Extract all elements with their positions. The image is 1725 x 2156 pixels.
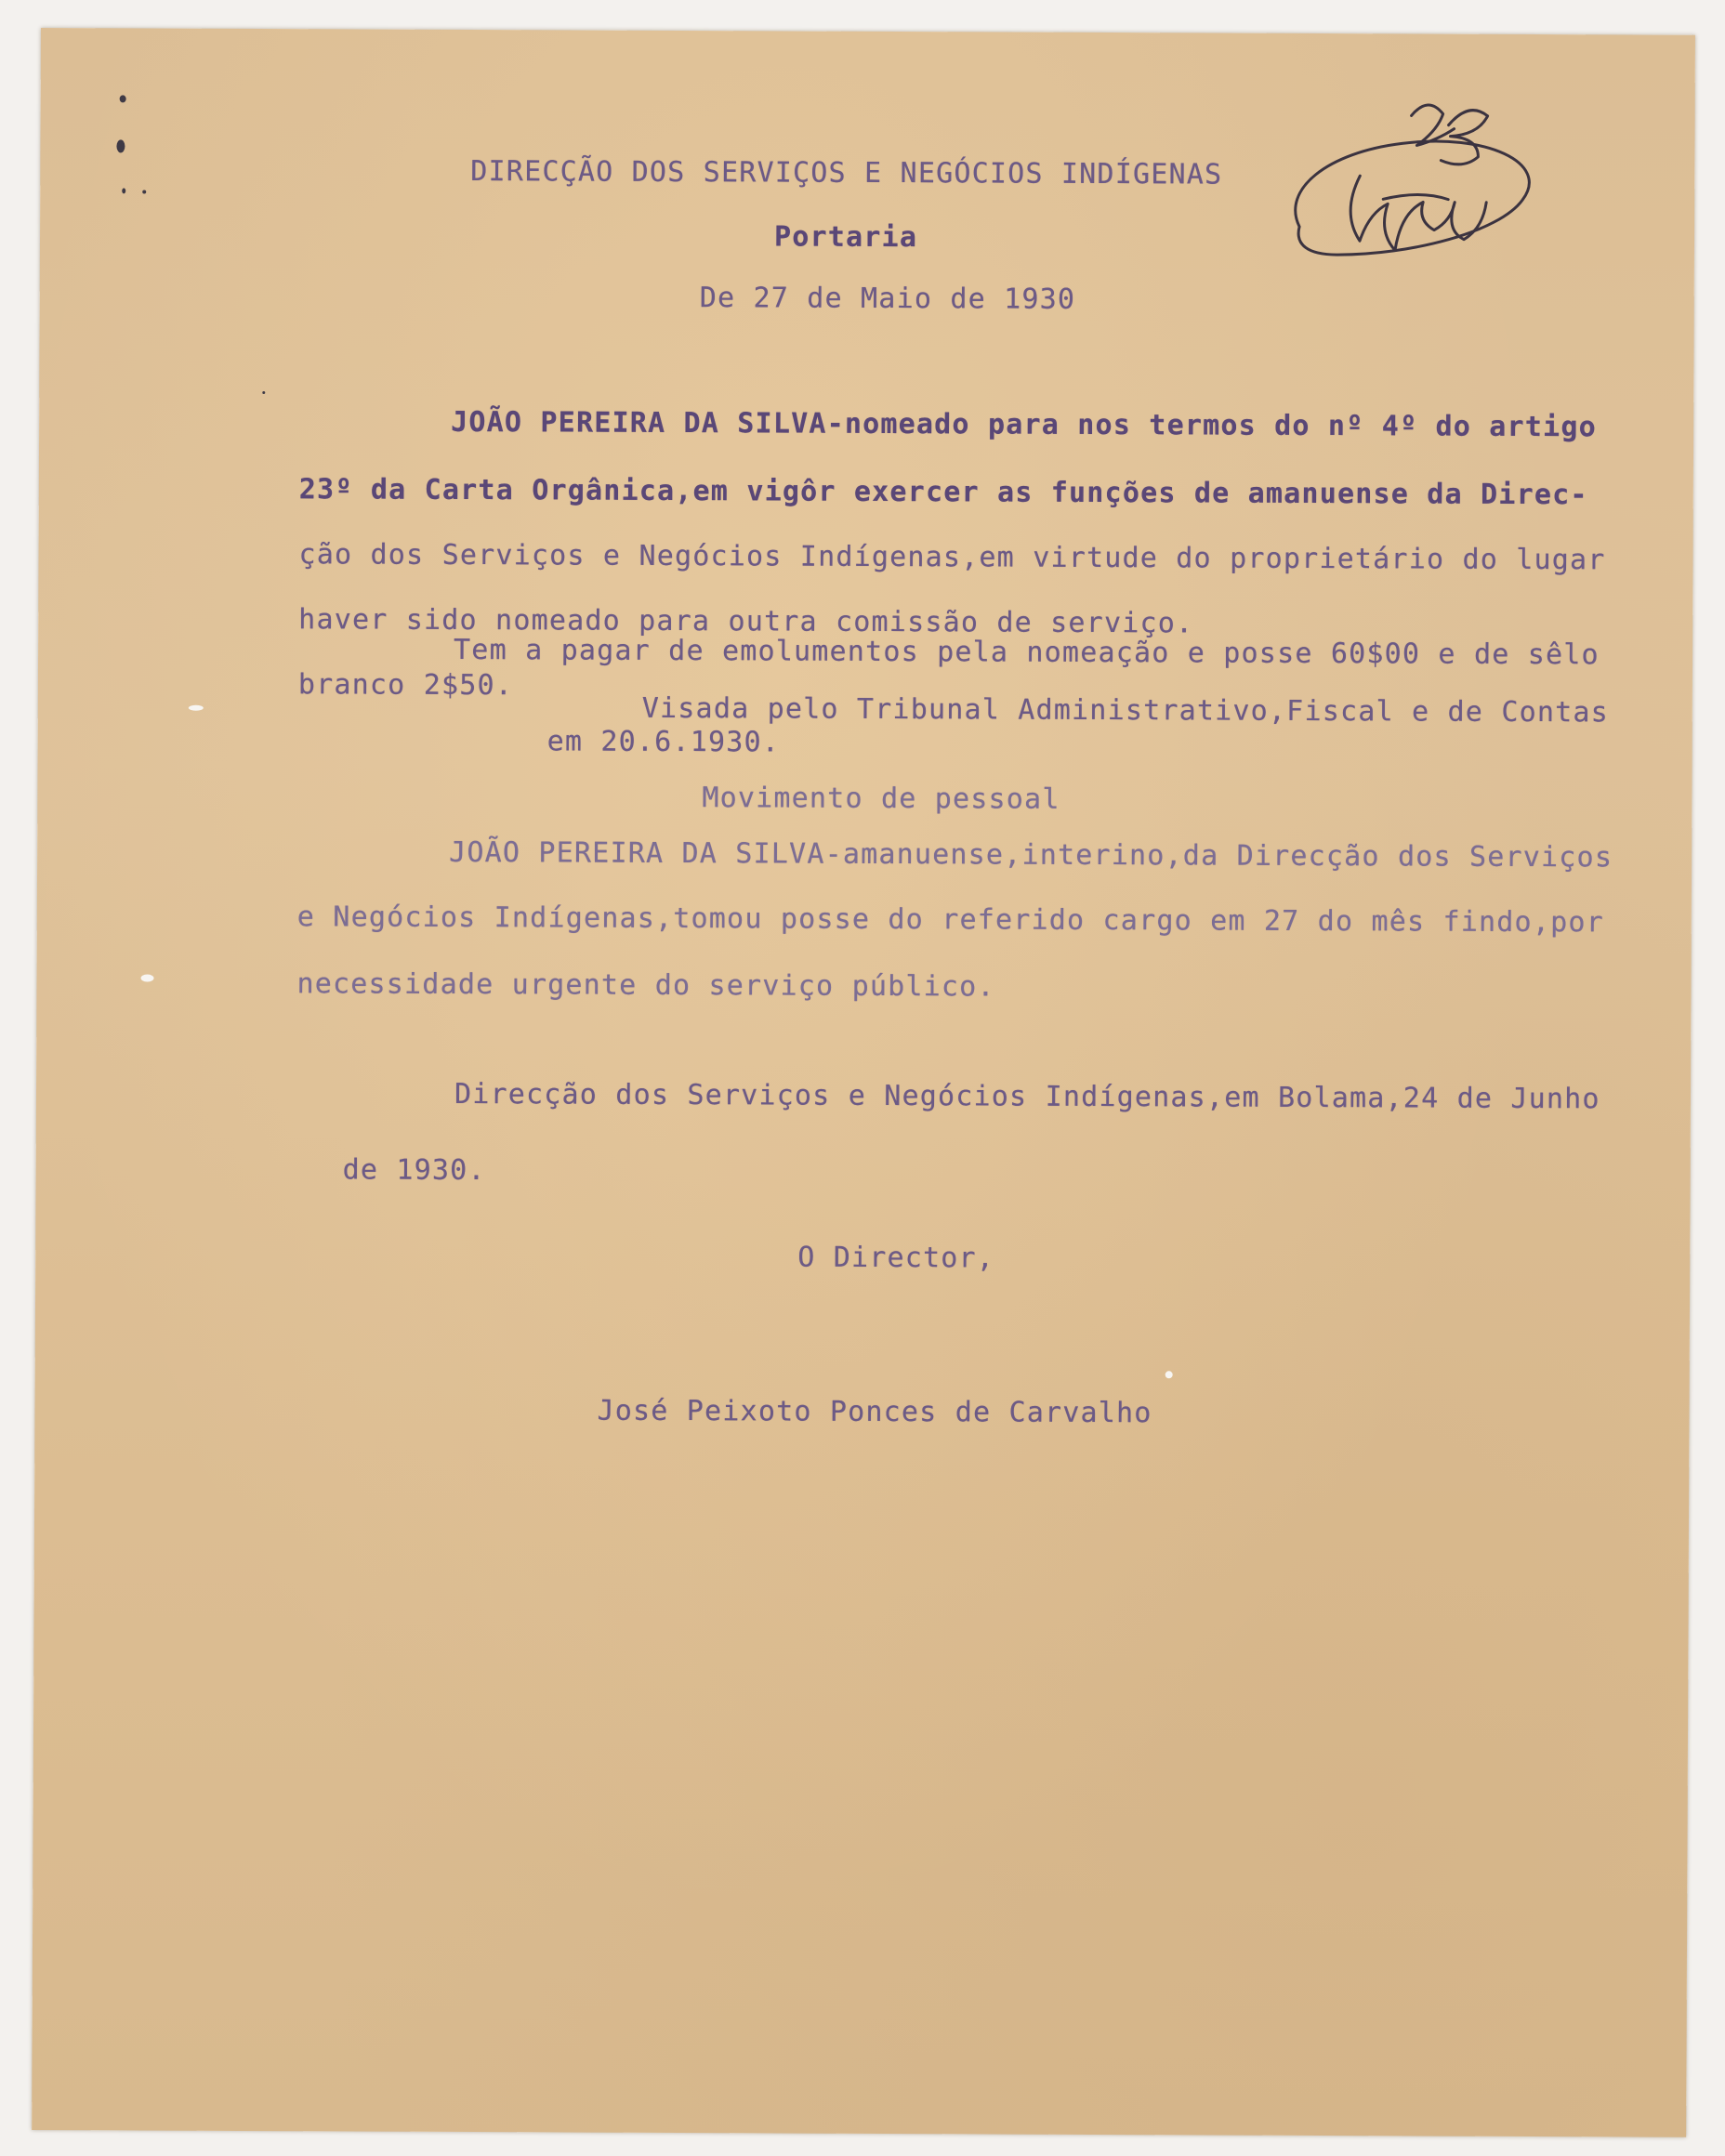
ink-speck — [142, 190, 146, 193]
paragraph2-line1: JOÃO PEREIRA DA SILVA-amanuense,interino,da Direcção dos Serviços — [449, 835, 1613, 874]
paragraph2-line2: e Negócios Indígenas,tomou posse do referido cargo em 27 do mês findo,por — [296, 901, 1604, 940]
paper-flaw — [1165, 1371, 1173, 1378]
paragraph1-line3: ção dos Serviços e Negócios Indígenas,em virtude do proprietário do lugar — [298, 538, 1606, 577]
document-date: De 27 de Maio de 1930 — [699, 282, 1076, 316]
signature-role: O Director, — [797, 1241, 995, 1275]
document-sheet — [32, 28, 1695, 2137]
paper-flaw — [189, 705, 204, 711]
closing-line2: de 1930. — [342, 1153, 486, 1188]
ink-speck — [116, 139, 125, 152]
fees-line1: Tem a pagar de emolumentos pela nomeação e posse 60$00 e de sêlo — [454, 633, 1600, 672]
visa-line2: em 20.6.1930. — [546, 725, 781, 759]
paragraph1-line4: haver sido nomeado para outra comissão de serviço. — [298, 603, 1194, 640]
paragraph2-line3: necessidade urgente do serviço público. — [296, 967, 995, 1004]
paragraph1-line1: JOÃO PEREIRA DA SILVA-nomeado para nos termos do nº 4º do artigo — [451, 405, 1597, 444]
ink-speck — [262, 391, 265, 394]
page-title: DIRECÇÃO DOS SERVIÇOS E NEGÓCIOS INDÍGENAS — [470, 155, 1223, 191]
ink-speck — [120, 95, 126, 102]
handwritten-signature-oval — [1296, 140, 1530, 256]
closing-line1: Direcção dos Serviços e Negócios Indígenas,em Bolama,24 de Junho — [454, 1077, 1600, 1116]
document-subtitle: Portaria — [773, 220, 918, 255]
paper-flaw — [141, 974, 154, 981]
fees-line2: branco 2$50. — [297, 668, 514, 703]
ink-speck — [122, 188, 125, 193]
section-title: Movimento de pessoal — [702, 782, 1060, 816]
paragraph1-line2: 23º da Carta Orgânica,em vigôr exercer as funções de amanuense da Direc- — [298, 473, 1588, 512]
handwritten-initials-mark — [1271, 87, 1551, 283]
visa-line1: Visada pelo Tribunal Administrativo,Fiscal e de Contas — [641, 691, 1610, 730]
signature-name: José Peixoto Ponces de Carvalho — [597, 1394, 1152, 1430]
